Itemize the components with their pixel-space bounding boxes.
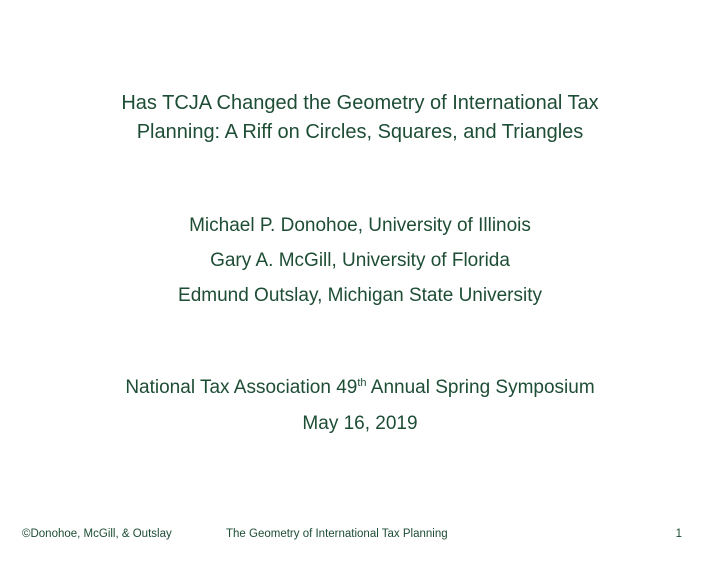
footer-page-number: 1 [675,528,682,540]
event-name [0,370,720,406]
event-date: May 16, 2019 [302,413,418,434]
footer-copyright: ©Donohoe, McGill, & Outslay [22,528,172,540]
event-info [0,370,720,442]
event-ordinal-suffix: th [357,377,367,389]
author-list [0,208,720,313]
author-donohoe: Michael P. Donohoe, University of Illinois [189,215,531,236]
title-line-2: Planning: A Riff on Circles, Squares, and Triangles [136,121,584,143]
footer-presentation-title: The Geometry of International Tax Planning [226,528,448,540]
author-mcgill: Gary A. McGill, University of Florida [210,250,510,271]
presentation-title [0,89,720,147]
title-line-1: Has TCJA Changed the Geometry of International Tax [121,92,599,114]
event-name-start: National Tax Association 49 [125,377,358,398]
event-name-end: Annual Spring Symposium [366,377,595,398]
author-outslay: Edmund Outslay, Michigan State University [178,285,542,306]
